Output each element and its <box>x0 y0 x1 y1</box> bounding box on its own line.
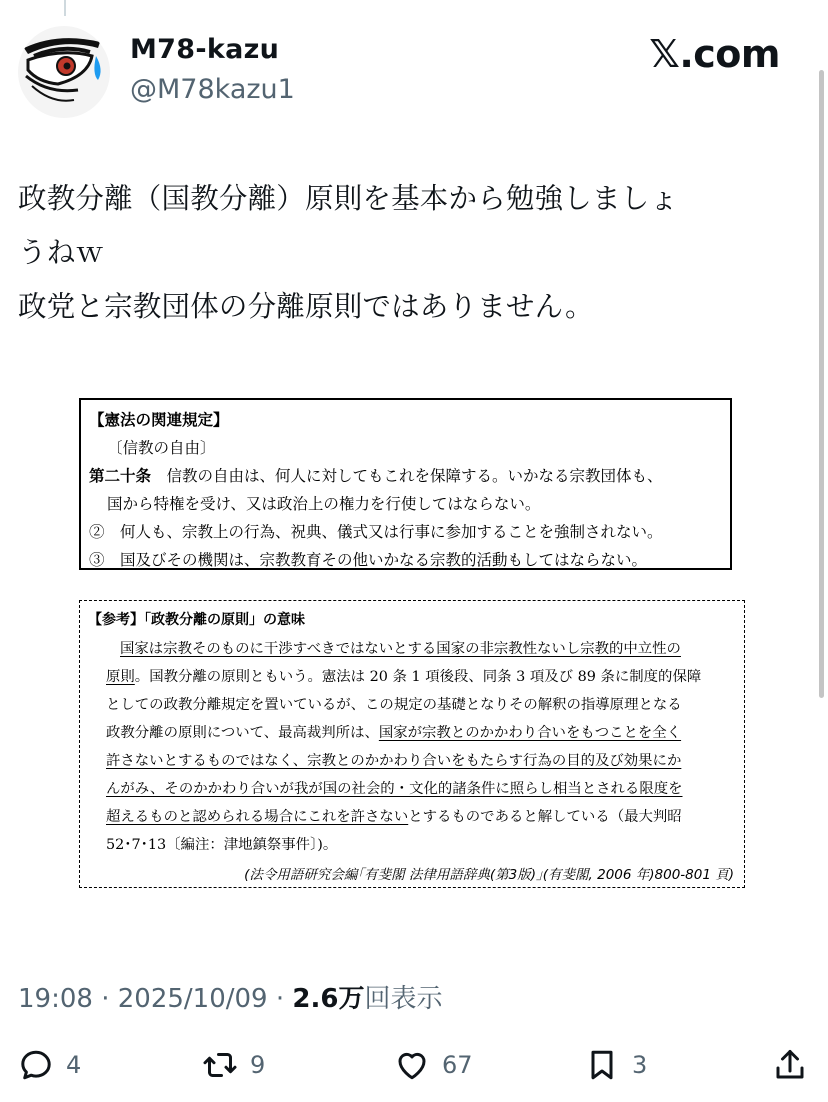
bookmark-button[interactable] <box>584 1040 647 1090</box>
views-count: 2.6万 <box>292 984 365 1014</box>
article-line: 国から特権を受け、又は政治上の権力を行使してはならない。 <box>107 495 541 513</box>
reference-text: とするものであると解している（最大判昭 <box>408 809 682 825</box>
meta-separator: · <box>92 984 118 1014</box>
box-heading: 【憲法の関連規定】 <box>89 411 229 429</box>
reference-text: 。国教分離の原則ともいう。憲法は 20 条 1 項後段、同条 3 項及び 89 条に制度的保障 <box>134 669 702 685</box>
x-logo: 𝕏.com <box>649 32 780 76</box>
tweet-line: 政教分離（国教分離）原則を基本から勉強しましょ <box>18 182 679 215</box>
reference-line: としての政教分離規定を置いているが、この規定の基礎となりその解釈の指導原理となる <box>106 697 682 713</box>
article-label: 第二十条 <box>89 467 152 485</box>
reference-underline: 超えるものと認められる場合にこれを許さない <box>106 809 409 825</box>
reply-icon <box>18 1047 54 1083</box>
box-subheading: 〔信教の自由〕 <box>107 439 216 457</box>
box-heading: 【参考】「政教分離の原則」の意味 <box>88 612 305 628</box>
reference-line: 許さないとするものではなく、宗教とのかかわり合いをもたらす行為の目的及び効果にか <box>106 753 682 769</box>
reference-underline: 国家が宗教とのかかわり合いをもつことを全く <box>378 725 682 741</box>
tweet-line: 政党と宗教団体の分離原則ではありません。 <box>18 290 594 323</box>
article-item: ② 何人も、宗教上の行為、祝典、儀式又は行事に参加することを強制されない。 <box>89 523 663 541</box>
reply-count: 4 <box>66 1051 82 1079</box>
bookmark-count: 3 <box>632 1051 648 1079</box>
reference-underline: 原則 <box>106 669 135 685</box>
heart-icon <box>394 1047 430 1083</box>
citation: (法令用語研究会編｢有斐閣 法律用語辞典(第3版)｣(有斐閣, 2006 年)800-801 頁) <box>244 867 734 883</box>
share-icon <box>772 1047 808 1083</box>
attached-image[interactable] <box>70 382 760 902</box>
avatar-eye-drawing <box>18 26 110 118</box>
bookmark-icon <box>584 1047 620 1083</box>
scrollbar[interactable] <box>819 70 824 698</box>
tweet-line: うねｗ <box>18 236 105 269</box>
tweet-time[interactable]: 19:08 <box>18 984 93 1014</box>
article-text: 信教の自由は、何人に対してもこれを保障する。いかなる宗教団体も、 <box>151 467 663 485</box>
article-item: ③ 国及びその機関は、宗教教育その他いかなる宗教的活動もしてはならない。 <box>89 551 648 569</box>
reference-line <box>106 805 682 826</box>
reference-line: 国家は宗教そのものに干渉すべきではないとする国家の非宗教性ないし宗教的中立性の <box>120 641 681 657</box>
reference-text: 政教分離の原則について、最高裁判所は、 <box>106 725 379 741</box>
author-display-name[interactable]: M78-kazu <box>130 34 280 65</box>
reference-box <box>79 600 745 888</box>
like-button[interactable] <box>394 1040 473 1090</box>
views-label: 回表示 <box>364 984 443 1014</box>
retweet-button[interactable] <box>202 1040 265 1090</box>
like-count: 67 <box>442 1051 473 1079</box>
reference-line: 52･7･13〔編注：津地鎮祭事件〕)。 <box>106 837 338 853</box>
author-handle[interactable]: @M78kazu1 <box>130 74 295 105</box>
reply-button[interactable] <box>18 1040 81 1090</box>
avatar[interactable] <box>18 26 110 118</box>
tweet-date[interactable]: 2025/10/09 <box>117 984 268 1014</box>
reference-line <box>106 721 681 742</box>
thread-connector-line <box>64 0 66 16</box>
meta-separator: · <box>267 984 293 1014</box>
action-bar <box>0 1040 828 1090</box>
article-line <box>89 464 663 486</box>
reference-line: んがみ、そのかかわり合いが我が国の社会的・文化的諸条件に照らし相当とされる限度を <box>106 781 683 797</box>
constitution-box <box>79 398 732 570</box>
reference-line <box>106 665 701 686</box>
tweet-text <box>18 172 808 334</box>
retweet-icon <box>202 1047 238 1083</box>
share-button[interactable] <box>772 1040 808 1090</box>
tweet-meta <box>18 978 442 1015</box>
retweet-count: 9 <box>250 1051 266 1079</box>
